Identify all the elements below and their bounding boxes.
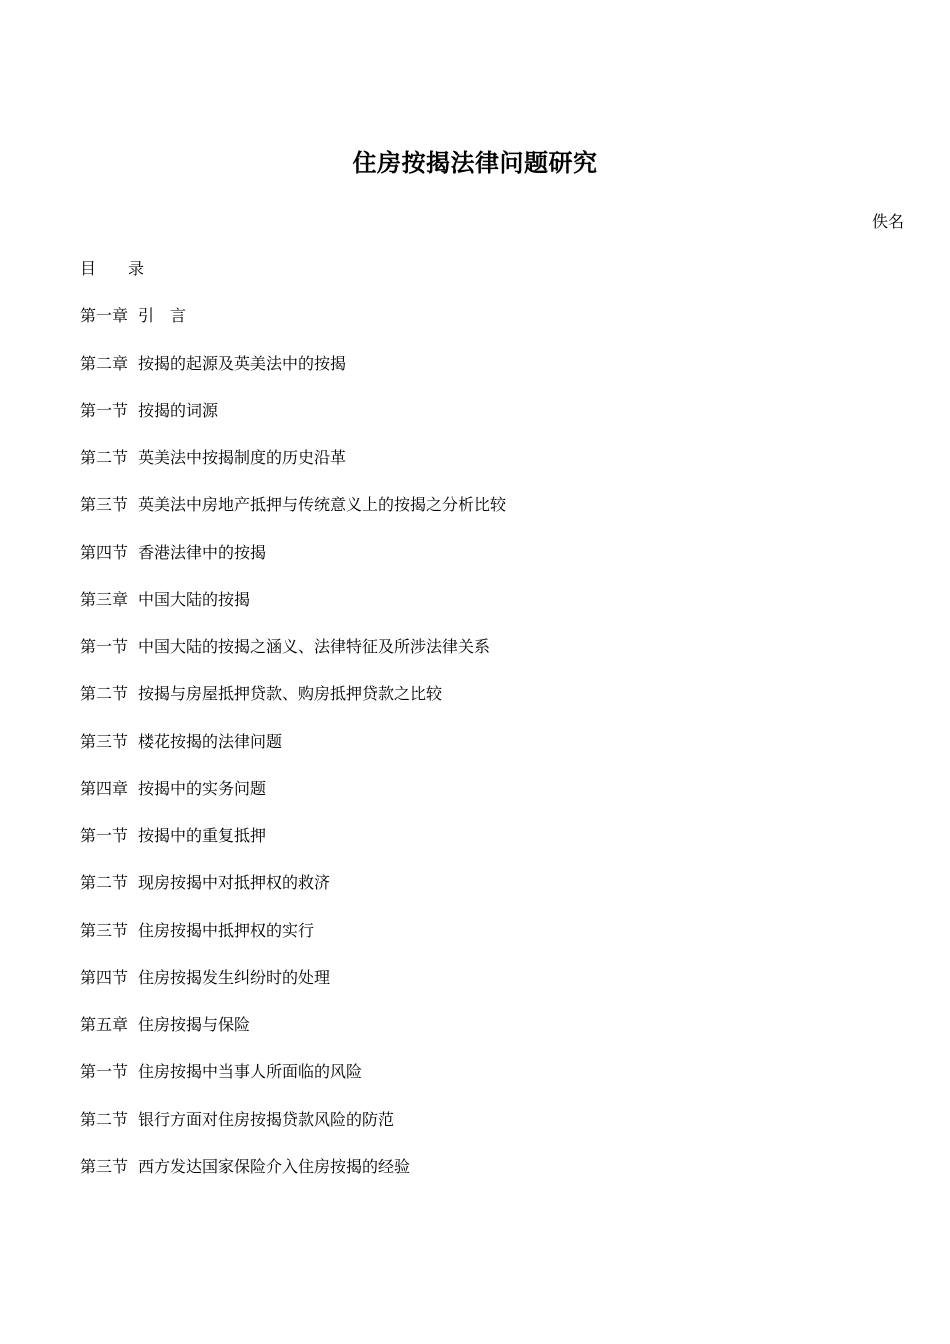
- toc-item: [80, 635, 900, 682]
- toc-item-text: 按揭中的实务问题: [138, 778, 267, 798]
- toc-item: [80, 493, 900, 540]
- toc-item: [80, 682, 900, 729]
- toc-item-number: 第三节: [80, 495, 129, 515]
- toc-item: [80, 919, 900, 966]
- toc-item: [80, 1108, 900, 1155]
- toc-item-text: 引 言: [138, 306, 187, 326]
- toc-item-text: 楼花按揭的法律问题: [138, 731, 283, 751]
- toc-item-number: 第一章: [80, 306, 129, 326]
- toc-item-text: 英美法中房地产抵押与传统意义上的按揭之分析比较: [138, 495, 507, 515]
- toc-item-text: 按揭与房屋抵押贷款、购房抵押贷款之比较: [138, 684, 443, 704]
- toc-item-number: 第三节: [80, 1156, 129, 1176]
- toc-item-text: 银行方面对住房按揭贷款风险的防范: [138, 1109, 395, 1129]
- toc-item-number: 第三节: [80, 920, 129, 940]
- toc-item: [80, 1013, 900, 1060]
- toc-item: [80, 588, 900, 635]
- toc-item-number: 第二节: [80, 873, 129, 893]
- toc-heading: 目 录: [80, 259, 145, 278]
- toc-item: [80, 1060, 900, 1107]
- toc-item: [80, 304, 900, 351]
- toc-item-text: 中国大陆的按揭: [138, 589, 251, 609]
- toc-item: [80, 446, 900, 493]
- toc-item: [80, 399, 900, 446]
- toc-item: [80, 1155, 900, 1202]
- document-title: 住房按揭法律问题研究: [352, 148, 598, 177]
- toc-item: [80, 966, 900, 1013]
- toc-item: [80, 824, 900, 871]
- toc-item-text: 西方发达国家保险介入住房按揭的经验: [138, 1156, 411, 1176]
- toc-item-text: 住房按揭中当事人所面临的风险: [138, 1062, 363, 1082]
- toc-item-text: 香港法律中的按揭: [138, 542, 267, 562]
- toc-item-text: 住房按揭发生纠纷时的处理: [138, 967, 331, 987]
- toc-item-number: 第一节: [80, 637, 129, 656]
- toc-item-number: 第五章: [80, 1015, 129, 1034]
- toc-item: [80, 352, 900, 399]
- toc-item-text: 住房按揭与保险: [138, 1015, 251, 1034]
- toc-item-number: 第二节: [80, 1109, 129, 1129]
- toc-item-text: 现房按揭中对抵押权的救济: [138, 873, 331, 893]
- toc-item-number: 第二节: [80, 684, 129, 704]
- toc-item-text: 按揭中的重复抵押: [138, 826, 267, 845]
- toc-item: [80, 871, 900, 918]
- toc-item-text: 按揭的起源及英美法中的按揭: [138, 353, 347, 373]
- toc-item-text: 按揭的词源: [138, 400, 219, 420]
- toc-item-text: 英美法中按揭制度的历史沿革: [138, 448, 347, 467]
- toc-item-number: 第二节: [80, 448, 129, 467]
- toc-item-number: 第二章: [80, 353, 129, 373]
- toc-item: [80, 730, 900, 777]
- toc-item-number: 第三节: [80, 731, 129, 751]
- toc-item-number: 第一节: [80, 826, 129, 845]
- toc-item-text: 住房按揭中抵押权的实行: [138, 920, 315, 940]
- toc-item-number: 第四节: [80, 542, 129, 562]
- toc-item-number: 第三章: [80, 589, 129, 609]
- document-author: 佚名: [871, 212, 904, 231]
- toc-item-number: 第四章: [80, 778, 129, 798]
- toc-item-number: 第一节: [80, 1062, 129, 1082]
- toc-item-number: 第四节: [80, 967, 129, 987]
- table-of-contents: [80, 257, 900, 1202]
- toc-item: [80, 541, 900, 588]
- toc-item: [80, 777, 900, 824]
- toc-item-number: 第一节: [80, 400, 129, 420]
- toc-item-text: 中国大陆的按揭之涵义、法律特征及所涉法律关系: [138, 637, 491, 656]
